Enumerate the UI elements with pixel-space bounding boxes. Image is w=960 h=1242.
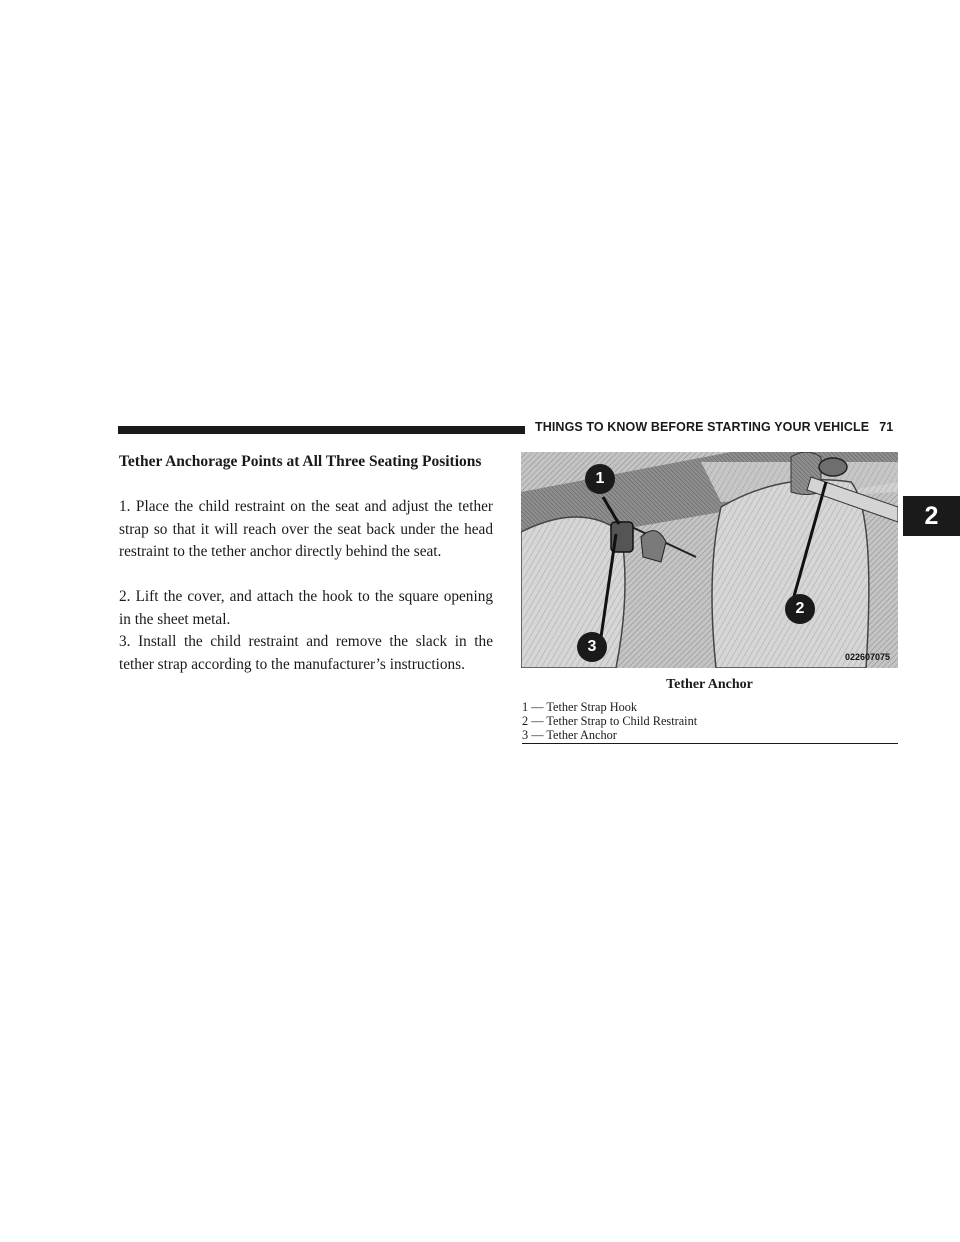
figure-caption: Tether Anchor (666, 677, 753, 692)
step-2-paragraph: 2. Lift the cover, and attach the hook to the square opening in the sheet metal. (119, 588, 493, 628)
legend-item: 3 — Tether Anchor (522, 728, 617, 742)
callout-1: 1 (585, 464, 615, 494)
callout-2: 2 (785, 594, 815, 624)
step-1-paragraph: 1. Place the child restraint on the seat and adjust the tether strap so that it will reach over the seat back under the head restraint to the tether anchor directly behind the seat. (119, 498, 493, 560)
legend-item: 1 — Tether Strap Hook (522, 700, 638, 714)
running-title: THINGS TO KNOW BEFORE STARTING YOUR VEHICLE (535, 420, 870, 434)
section-heading: Tether Anchorage Points at All Three Seating Positions (119, 453, 482, 470)
running-header (535, 420, 893, 434)
tether-anchor-illustration (521, 452, 898, 668)
page-number: 71 (879, 420, 894, 434)
chapter-tab: 2 (903, 496, 960, 536)
header-rule (118, 426, 525, 434)
step-3-paragraph: 3. Install the child restraint and remove the slack in the tether strap according to the manufacturer’s instructions. (119, 633, 493, 673)
seat-drawing (521, 452, 898, 668)
callout-3: 3 (577, 632, 607, 662)
figure-code: 022607075 (844, 652, 890, 662)
legend-item: 2 — Tether Strap to Child Restraint (522, 714, 698, 728)
figure-legend (522, 700, 898, 744)
